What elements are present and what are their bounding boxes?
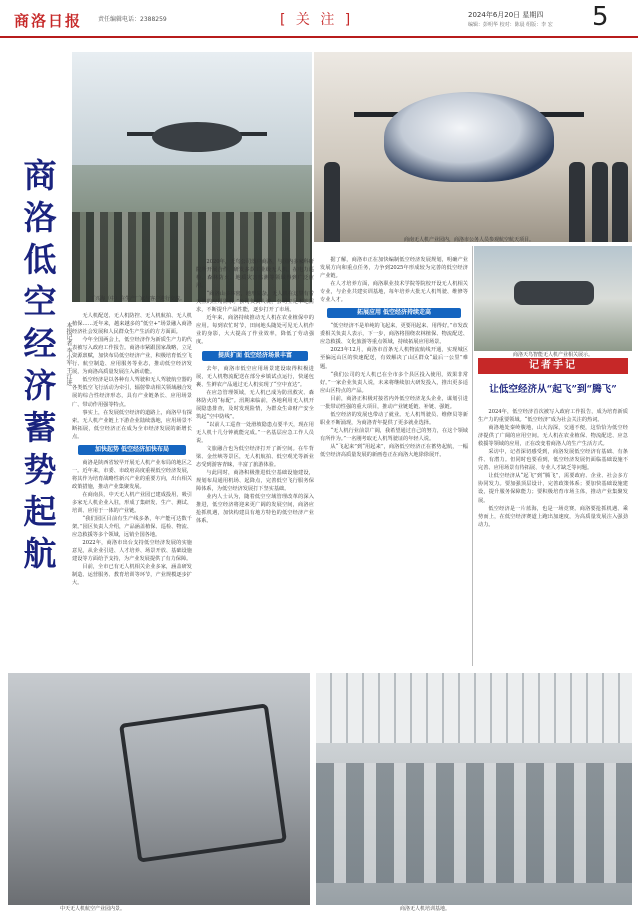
paragraph: 2022年，商洛市出台支持低空经济发展的实施意见，从企业引进、人才培养、场景开放、基础设施建设等方面给予支持，为产业发展提供了有力保障。: [72, 540, 192, 563]
headline-char: 势: [23, 450, 57, 489]
headline-char: 低: [23, 240, 57, 279]
subheading: 加快起势 低空经济加快布局: [78, 445, 186, 455]
headline-char: 洛: [23, 198, 57, 237]
photo-caption: 商南无人机产业园内，商洛市公务人员参观航空航天项目。: [404, 237, 535, 243]
headline-char: 经: [23, 324, 57, 363]
photo-caption: 商洛天鸟智能无人机产业相关展示。: [512, 352, 593, 358]
article-column-1: [72, 312, 192, 667]
paragraph: “我们园区目前有生产线多条，年产能可达数千架。”园区负责人介绍，产品涵盖植保、巡检、物流、应急救援等多个领域，远销全国各地。: [72, 516, 192, 539]
paragraph: 2020年，天鸟公司落户商洛，与国内多家科研院所开展合作，研发多款工业级无人机，在电力巡检、森林防火、地质灾害监测等领域得到广泛应用。: [196, 259, 314, 290]
paragraph: 今年全国两会上，低空经济作为新质生产力的代表被写入政府工作报告。商洛市紧跟国家战略，立足资源禀赋，加快布局低空经济产业，积极培育低空飞行、航空制造、应用服务等业态，推动低空经济发展，为商洛高质量发展注入新动能。: [72, 337, 192, 376]
main-headline: [20, 155, 60, 575]
paragraph: 据了解，商洛市正在加快编制低空经济发展规划，明确产业发展方向和重点任务，力争到2025年形成较为完善的低空经济产业链。: [320, 257, 468, 280]
article-column-2: [196, 258, 314, 668]
headline-char: 济: [23, 366, 57, 405]
paragraph: 在应急管理领域，无人机已成为防汛救灾、森林防火的“标配”。汛期来临前，各地利用无人机开展隐患排查，及时发现险情，为群众生命财产安全筑起“空中防线”。: [196, 389, 314, 420]
photo-drone-field: [474, 246, 632, 351]
commentary-title: 让低空经济从“起飞”到“腾飞”: [489, 384, 617, 395]
paragraph: 从“飞起来”到“用起来”，商洛低空经济正在蓄势起航，一幅低空经济高质量发展的新画卷正在商洛大地徐徐展开。: [320, 443, 468, 459]
headline-char: 航: [23, 534, 57, 573]
headline-char: 起: [23, 492, 57, 531]
paragraph: 采访中，记者深切感受到，商洛发展低空经济有基础、有条件、有潜力。但同时也要看到，低空经济发展仍面临基础设施不完善、应用场景有待拓展、专业人才缺乏等问题。: [478, 449, 628, 472]
paragraph: “以前人工巡查一处滑坡隐患点要半天，现在用无人机十几分钟就能完成。”一名基层应急工作人员说。: [196, 421, 314, 444]
paragraph: 2024年，低空经济首次被写入政府工作报告，成为培育新质生产力的重要领域。“低空经济”成为社会关注的热词。: [478, 409, 628, 424]
section-title: [ 关 注 ]: [280, 12, 354, 28]
paragraph: 与此同时，商洛积极推进低空基础设施建设，规划布局通用机场、起降点，完善低空飞行服务保障体系，为低空经济发展打下坚实基础。: [196, 470, 314, 493]
masthead: [0, 0, 638, 38]
paragraph: 目前，商洛正积极对接省内外低空经济龙头企业，谋划引进一批带动性强的重大项目，推动产业链延链、补链、强链。: [320, 395, 468, 410]
headline-char: 空: [23, 282, 57, 321]
paragraph: “我们公司的无人机已在全市多个县区投入使用，效果非常好。”一家企业负责人说，未来将继续加大研发投入，推出更多适应山区特点的产品。: [320, 371, 468, 394]
column-divider: [472, 246, 473, 666]
issn-line: 责任编辑电话：2388259: [98, 16, 167, 23]
paragraph: 在商南县，中天无人机产业园已建成投用，吸引多家无人机企业入驻，形成了集研发、生产、测试、培训、应用于一体的产业链。: [72, 491, 192, 515]
paragraph: 低空经济是一片蓝海，也是一场竞赛。商洛要抢抓机遇、乘势而上，在低空经济赛道上跑出加速度，为高质量发展注入强劲动力。: [478, 505, 628, 528]
photo-industrial-park: [8, 673, 310, 905]
article-column-3: [320, 256, 468, 668]
paragraph: 近年来，商洛持续推动无人机在农业植保中的应用。每到农忙时节，田间地头随处可见无人机作业的身影，大大提高了作业效率，降低了劳动强度。: [196, 315, 314, 346]
photo-caption: 商洛无人机培训基地。: [400, 906, 451, 912]
photo-passenger-drone: [314, 52, 632, 242]
paragraph: “无人机行业前景广阔，我希望通过自己的努力，在这个领域有所作为。”一名刚考取无人机驾驶证的年轻人说。: [320, 427, 468, 442]
paragraph: 文旅融合也为低空经济打开了新空间。在牛背梁、金丝峡等景区，无人机航拍、低空观光等新业态受到游客青睐，丰富了旅游体验。: [196, 445, 314, 469]
newspaper-logo: 商洛日报: [14, 12, 83, 30]
paragraph: 低空经济是以各种有人驾驶和无人驾驶航空器的各类低空飞行活动为牵引，辐射带动相关领域融合发展的综合性经济形态，具有产业链条长、应用场景广、带动作用强等特点。: [72, 377, 192, 408]
paragraph: “低空经济不是单纯的飞起来，更要用起来、用得好。”市发改委相关负责人表示，下一步，商洛将围绕农林植保、物流配送、应急救援、文化旅游等重点领域，持续拓展应用场景。: [320, 323, 468, 346]
subheading: 提质扩面 低空经济场景丰富: [202, 351, 308, 361]
issue-date: 2024年6月20日 星期四: [468, 11, 544, 19]
paragraph: “商洛山多林密，地形复杂，无人机在这里有着天然的应用需求。”公司负责人说，公司立足本地需求，不断提升产品性能，逐步打开了市场。: [196, 291, 314, 314]
paragraph: 商洛地处秦岭腹地，山大沟深，交通不便，这恰恰为低空经济提供了广阔的应用空间。无人机在农业植保、物流配送、应急救援等领域的应用，正在改变着商洛人的生产生活方式。: [478, 425, 628, 448]
paragraph: 业内人士认为，随着低空空域管理改革的深入推进，低空经济将迎来更广阔的发展空间，商洛应抢抓机遇，加快构建具有地方特色的低空经济产业体系。: [196, 494, 314, 525]
headline-char: 蓄: [23, 408, 57, 447]
paragraph: 在人才培养方面，商洛职业技术学院等院校开设无人机相关专业，与企业共建实训基地，每年培养大批无人机驾驶、维修等专业人才。: [320, 281, 468, 304]
paragraph: 去年，商洛市低空应用场景建设取得积极进展，无人机物流配送在部分乡镇试点运行，快递包裹、生鲜农产品通过无人机实现了“空中直达”。: [196, 365, 314, 388]
paragraph: 让低空经济从“起飞”到“腾飞”，需要政府、企业、社会多方协同发力。要加强顶层设计，完善政策体系；要加快基础设施建设，提升服务保障能力；要积极培育市场主体，推动产业集聚发展。: [478, 473, 628, 504]
paragraph: 无人机配送、无人机防控、无人机航拍、无人机植保……近年来，越来越多的“低空+”场景融入商洛经济社会发展和人民群众生产生活的方方面面。: [72, 313, 192, 336]
byline: 本报记者 李小军 王江进: [65, 322, 72, 386]
paragraph: 事实上，在发展低空经济的道路上，商洛早有探索。无人机产业链上下游企业陆续落地，应用场景不断拓展，低空经济正在成为全市经济发展的新增长点。: [72, 409, 192, 440]
paragraph: 低空经济的发展也带动了就业。无人机驾驶员、维修员等新职业不断涌现，为商洛青年提供了更多就业选择。: [320, 411, 468, 426]
subheading: 拓展应用 低空经济持续走高: [327, 308, 460, 318]
headline-char: 商: [23, 156, 57, 195]
paragraph: 目前，全市已有无人机相关企业多家，涵盖研发制造、运营服务、教育培训等环节，产业规模逐步扩大。: [72, 564, 192, 587]
commentary-body: [478, 408, 628, 666]
commentary-banner: 记者手记: [478, 358, 628, 374]
paragraph: 2023年12月，商洛市首条无人机物流航线开通，实现城区至偏远山区的快速配送，有效解决了山区群众“最后一公里”难题。: [320, 347, 468, 370]
editors-line: 编辑：彭明华 校对：陈晨 组版：李 宏: [468, 22, 553, 28]
page-number: 5: [592, 2, 609, 32]
photo-training-base: [316, 673, 632, 905]
photo-caption: 中天无人机航空产业园内景。: [60, 906, 126, 912]
photo-caption: 丁兴海（中）在生产厂家与客户进行交流。: [90, 296, 186, 302]
paragraph: 商洛是陕西省较早开展无人机产业布局的地区之一。近年来，市委、市政府高度重视低空经济发展，将其作为培育战略性新兴产业的重要方向，出台相关政策措施，推动产业集聚发展。: [72, 459, 192, 490]
